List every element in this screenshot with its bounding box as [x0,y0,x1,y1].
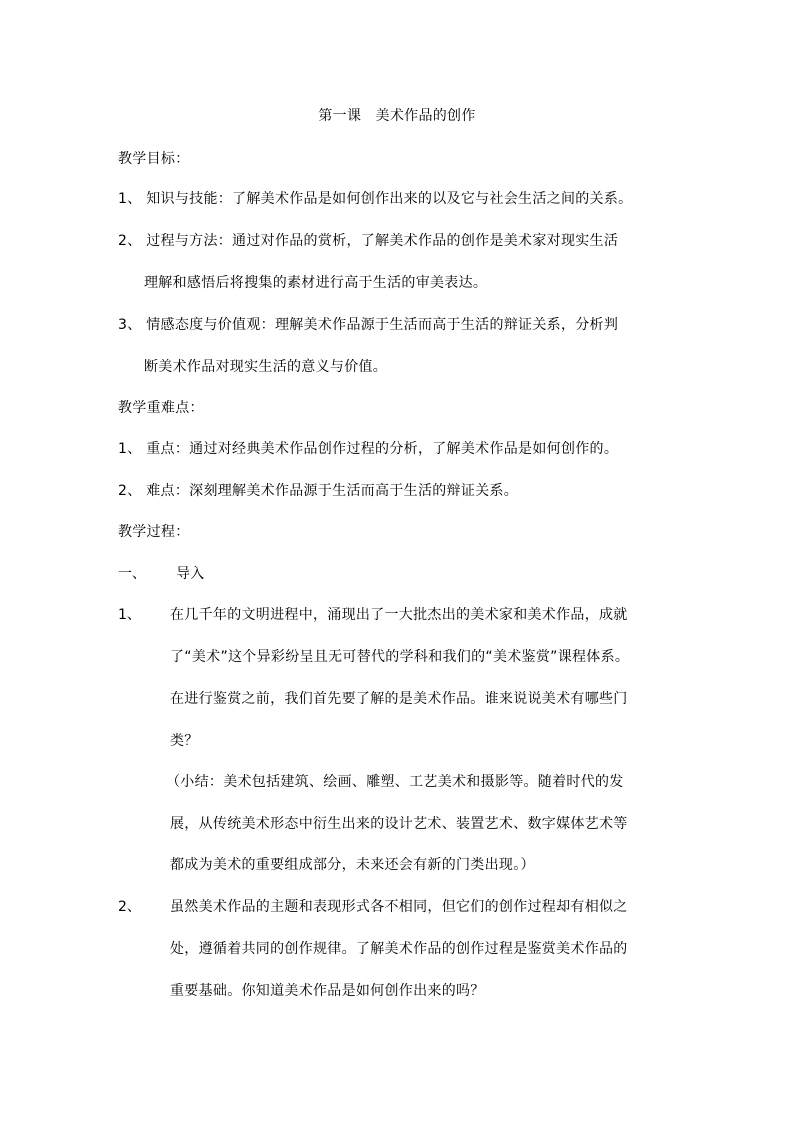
item-1-number: 1、 [118,607,141,623]
section-1-title: 导入 [176,566,205,582]
item-2-line-1: 虽然美术作品的主题和表现形式各不相同，但它们的创作过程却有相似之 [170,899,628,915]
lesson-title: 第一课 美术作品的创作 [318,108,476,124]
objective-item-3-cont: 断美术作品对现实生活的意义与价值。 [144,359,388,375]
item-1-line-3: 在进行鉴赏之前，我们首先要了解的是美术作品。谁来说说美术有哪些门 [170,691,628,707]
item-1-line-7: 都成为美术的重要组成部分，未来还会有新的门类出现。） [170,857,535,873]
item-1-line-5: （小结：美术包括建筑、绘画、雕塑、工艺美术和摄影等。随着时代的发 [166,774,624,790]
item-2-line-2: 处，遵循着共同的创作规律。了解美术作品的创作过程是鉴赏美术作品的 [170,941,628,957]
objective-item-1: 1、 知识与技能：了解美术作品是如何创作出来的以及它与社会生活之间的关系。 [118,191,633,207]
section-1-number: 一、 [118,566,146,582]
objective-item-2: 2、 过程与方法：通过对作品的赏析，了解美术作品的创作是美术家对现实生活 [118,233,619,249]
item-1-line-1: 在几千年的文明进程中，涌现出了一大批杰出的美术家和美术作品，成就 [170,607,628,623]
item-1-line-2: 了“美术”这个异彩纷呈且无可替代的学科和我们的“美术鉴赏”课程体系。 [170,649,630,665]
process-heading: 教学过程： [118,524,190,540]
item-2-number: 2、 [118,899,141,915]
objective-item-2-cont: 理解和感悟后将搜集的素材进行高于生活的审美表达。 [144,275,488,291]
key-point-item-1: 1、 重点：通过对经典美术作品创作过程的分析，了解美术作品是如何创作的。 [118,441,619,457]
item-1-line-4: 类？ [170,733,199,749]
item-1-line-6: 展，从传统美术形态中衍生出来的设计艺术、装置艺术、数字媒体艺术等 [170,816,628,832]
key-points-heading: 教学重难点： [118,400,204,416]
objective-item-3: 3、 情感态度与价值观：理解美术作品源于生活而高于生活的辩证关系，分析判 [118,317,619,333]
item-2-line-3: 重要基础。你知道美术作品是如何创作出来的吗？ [170,983,485,999]
objectives-heading: 教学目标： [118,151,190,167]
key-point-item-2: 2、 难点：深刻理解美术作品源于生活而高于生活的辩证关系。 [118,483,519,499]
